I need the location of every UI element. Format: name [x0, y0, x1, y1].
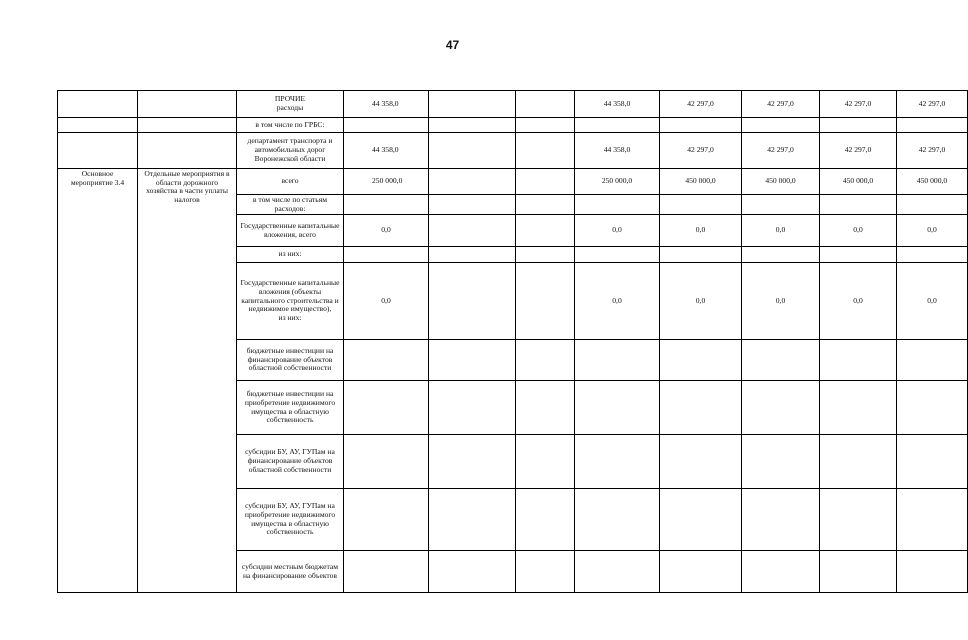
empty-cell — [138, 118, 237, 133]
empty-cell — [516, 435, 575, 489]
measure-code-cell: Основное мероприятие 3.4 — [58, 169, 138, 593]
row-label: субсидии БУ, АУ, ГУПам на финансирование объектов областной собственности — [237, 435, 344, 489]
empty-cell — [742, 489, 820, 551]
empty-cell — [344, 195, 429, 215]
value-cell: 42 297,0 — [820, 133, 897, 169]
empty-cell — [897, 551, 968, 593]
value-cell: 44 358,0 — [575, 133, 660, 169]
empty-cell — [429, 118, 516, 133]
value-cell — [429, 133, 516, 169]
value-cell: 0,0 — [575, 263, 660, 340]
value-cell: 42 297,0 — [660, 133, 742, 169]
empty-cell — [820, 118, 897, 133]
empty-cell — [820, 489, 897, 551]
empty-cell — [575, 340, 660, 381]
empty-cell — [660, 340, 742, 381]
empty-cell — [820, 340, 897, 381]
empty-cell — [516, 215, 575, 247]
value-cell: 450 000,0 — [660, 169, 742, 195]
empty-cell — [429, 381, 516, 435]
value-cell: 44 358,0 — [344, 91, 429, 118]
empty-cell — [516, 133, 575, 169]
value-cell — [429, 91, 516, 118]
empty-cell — [516, 340, 575, 381]
empty-cell — [344, 435, 429, 489]
empty-cell — [58, 91, 138, 118]
value-cell: 450 000,0 — [897, 169, 968, 195]
value-cell: 42 297,0 — [820, 91, 897, 118]
value-cell: 0,0 — [820, 215, 897, 247]
empty-cell — [138, 91, 237, 118]
measure-name-cell: Отдельные мероприятия в области дорожного хозяйства в части уплаты налогов — [138, 169, 237, 593]
value-cell: 0,0 — [897, 263, 968, 340]
empty-cell — [575, 195, 660, 215]
value-cell: 0,0 — [660, 263, 742, 340]
value-cell: 0,0 — [344, 215, 429, 247]
empty-cell — [516, 169, 575, 195]
empty-cell — [575, 381, 660, 435]
empty-cell — [660, 551, 742, 593]
row-label: бюджетные инвестиции на финансирование объектов областной собственности — [237, 340, 344, 381]
row-label: всего — [237, 169, 344, 195]
empty-cell — [660, 435, 742, 489]
value-cell — [429, 263, 516, 340]
page-number: 47 — [445, 38, 460, 52]
value-cell — [429, 215, 516, 247]
empty-cell — [58, 133, 138, 169]
empty-cell — [344, 247, 429, 263]
empty-cell — [516, 91, 575, 118]
value-cell: 0,0 — [897, 215, 968, 247]
value-cell: 44 358,0 — [344, 133, 429, 169]
empty-cell — [516, 381, 575, 435]
value-cell: 450 000,0 — [820, 169, 897, 195]
empty-cell — [575, 247, 660, 263]
empty-cell — [516, 195, 575, 215]
row-label: Государственные капитальные вложения, всего — [237, 215, 344, 247]
empty-cell — [660, 195, 742, 215]
empty-cell — [344, 489, 429, 551]
value-cell: 250 000,0 — [344, 169, 429, 195]
empty-cell — [742, 551, 820, 593]
row-label: субсидии БУ, АУ, ГУПам на приобретение недвижимого имущества в областную собственность — [237, 489, 344, 551]
value-cell: 0,0 — [660, 215, 742, 247]
empty-cell — [344, 118, 429, 133]
empty-cell — [344, 381, 429, 435]
empty-cell — [344, 551, 429, 593]
empty-cell — [516, 551, 575, 593]
value-cell: 42 297,0 — [660, 91, 742, 118]
empty-cell — [660, 489, 742, 551]
empty-cell — [897, 247, 968, 263]
value-cell: 0,0 — [344, 263, 429, 340]
value-cell: 250 000,0 — [575, 169, 660, 195]
value-cell: 42 297,0 — [897, 133, 968, 169]
empty-cell — [742, 195, 820, 215]
empty-cell — [660, 247, 742, 263]
value-cell: 42 297,0 — [742, 133, 820, 169]
empty-cell — [429, 195, 516, 215]
row-label: в том числе по статьям расходов: — [237, 195, 344, 215]
value-cell: 42 297,0 — [897, 91, 968, 118]
row-label: из них: — [237, 247, 344, 263]
empty-cell — [58, 118, 138, 133]
row-label: в том числе по ГРБС: — [237, 118, 344, 133]
value-cell: 0,0 — [820, 263, 897, 340]
row-label: Государственные капитальные вложения (объекты капитального строительства и недвижимое имущество), из них: — [237, 263, 344, 340]
empty-cell — [742, 340, 820, 381]
empty-cell — [429, 489, 516, 551]
empty-cell — [897, 340, 968, 381]
value-cell: 42 297,0 — [742, 91, 820, 118]
empty-cell — [820, 381, 897, 435]
value-cell: 44 358,0 — [575, 91, 660, 118]
empty-cell — [429, 551, 516, 593]
row-label: бюджетные инвестиции на приобретение недвижимого имущества в областную собственность — [237, 381, 344, 435]
empty-cell — [516, 118, 575, 133]
empty-cell — [897, 118, 968, 133]
empty-cell — [742, 118, 820, 133]
empty-cell — [820, 195, 897, 215]
row-label: ПРОЧИЕ расходы — [237, 91, 344, 118]
empty-cell — [897, 489, 968, 551]
empty-cell — [575, 489, 660, 551]
empty-cell — [897, 195, 968, 215]
empty-cell — [344, 340, 429, 381]
empty-cell — [429, 435, 516, 489]
row-label: департамент транспорта и автомобильных дорог Воронежской области — [237, 133, 344, 169]
empty-cell — [575, 118, 660, 133]
empty-cell — [429, 247, 516, 263]
empty-cell — [897, 381, 968, 435]
empty-cell — [820, 247, 897, 263]
empty-cell — [742, 247, 820, 263]
value-cell: 450 000,0 — [742, 169, 820, 195]
empty-cell — [820, 435, 897, 489]
value-cell: 0,0 — [742, 263, 820, 340]
value-cell — [429, 169, 516, 195]
value-cell: 0,0 — [742, 215, 820, 247]
empty-cell — [575, 435, 660, 489]
empty-cell — [516, 247, 575, 263]
empty-cell — [820, 551, 897, 593]
budget-table — [57, 90, 968, 593]
row-label: субсидии местным бюджетам на финансирование объектов — [237, 551, 344, 593]
value-cell: 0,0 — [575, 215, 660, 247]
empty-cell — [429, 340, 516, 381]
empty-cell — [897, 435, 968, 489]
empty-cell — [660, 381, 742, 435]
empty-cell — [742, 381, 820, 435]
empty-cell — [516, 263, 575, 340]
empty-cell — [660, 118, 742, 133]
empty-cell — [742, 435, 820, 489]
empty-cell — [575, 551, 660, 593]
empty-cell — [138, 133, 237, 169]
empty-cell — [516, 489, 575, 551]
